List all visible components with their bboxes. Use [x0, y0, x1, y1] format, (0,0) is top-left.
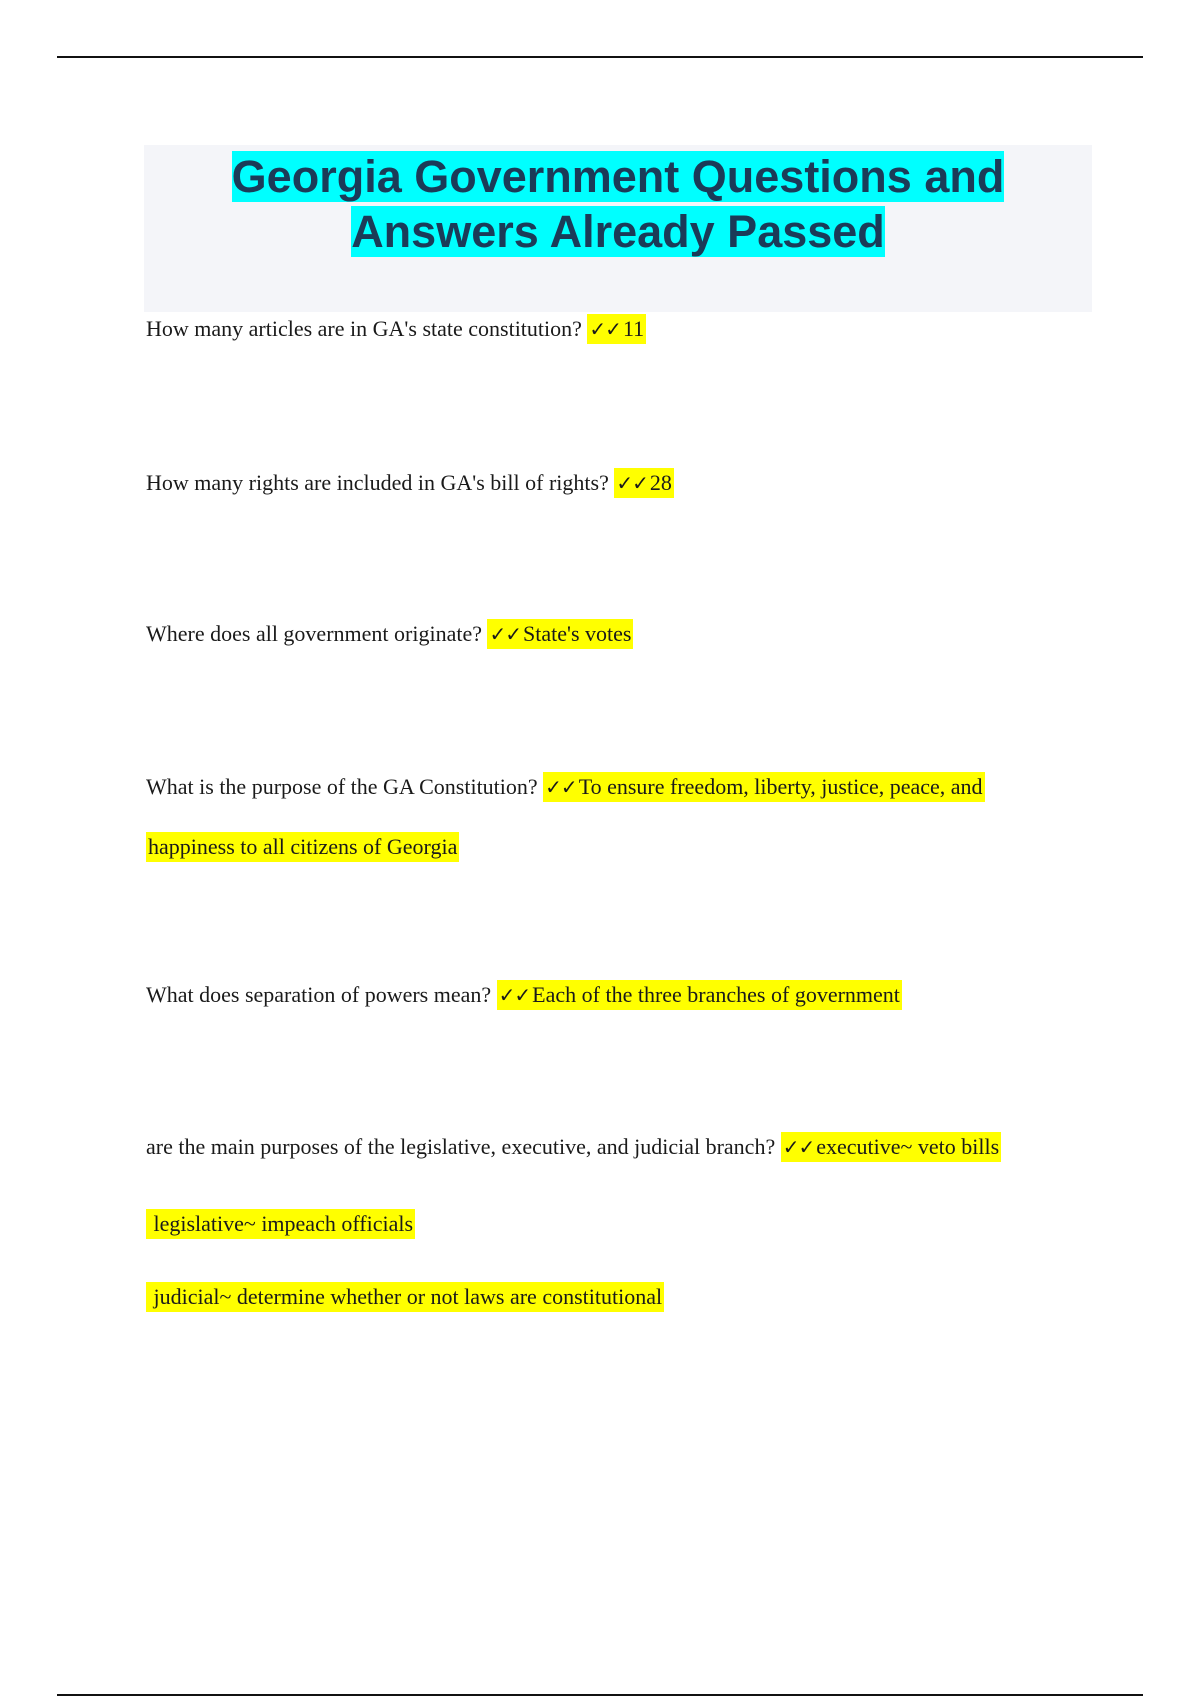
document-title — [144, 145, 1092, 259]
qa-item-articles — [146, 316, 646, 342]
check-icon: ✓✓ — [616, 471, 648, 495]
title-line-1: Georgia Government Questions and — [231, 151, 1005, 202]
check-icon: ✓✓ — [782, 1135, 815, 1159]
qa-item-branches-line3 — [146, 1284, 664, 1310]
answer-highlight — [781, 1132, 1001, 1162]
answer-text-line2: legislative~ impeach officials — [146, 1209, 415, 1239]
answer-highlight — [543, 772, 984, 802]
answer-highlight — [614, 468, 674, 498]
question-text: What is the purpose of the GA Constitution? — [146, 774, 538, 799]
check-icon: ✓✓ — [489, 622, 521, 646]
qa-item-rights — [146, 470, 674, 496]
qa-item-purpose-continued — [146, 834, 459, 860]
qa-item-separation — [146, 982, 902, 1008]
answer-highlight — [497, 980, 902, 1010]
answer-text: To ensure freedom, liberty, justice, peace, and — [578, 774, 983, 799]
title-panel — [144, 145, 1092, 312]
answer-highlight — [487, 619, 633, 649]
qa-item-origin — [146, 621, 633, 647]
check-icon: ✓✓ — [589, 317, 621, 341]
question-text: are the main purposes of the legislative, executive, and judicial branch? — [146, 1134, 776, 1159]
question-text: Where does all government originate? — [146, 621, 482, 646]
qa-item-branches-line2 — [146, 1211, 415, 1237]
answer-text: executive~ veto bills — [816, 1134, 1000, 1159]
title-line-2: Answers Already Passed — [351, 206, 885, 257]
footer-rule — [57, 1694, 1143, 1696]
check-icon: ✓✓ — [498, 983, 531, 1007]
answer-text: State's votes — [523, 621, 632, 646]
header-rule — [57, 56, 1143, 58]
question-text: What does separation of powers mean? — [146, 982, 492, 1007]
answer-text-continued: happiness to all citizens of Georgia — [146, 832, 459, 862]
answer-text: Each of the three branches of government — [532, 982, 900, 1007]
qa-item-branches — [146, 1134, 1001, 1160]
question-text: How many rights are included in GA's bill of rights? — [146, 470, 609, 495]
answer-text-line3: judicial~ determine whether or not laws are constitutional — [146, 1282, 664, 1312]
question-text: How many articles are in GA's state constitution? — [146, 316, 582, 341]
answer-text: 28 — [649, 470, 672, 495]
qa-item-purpose — [146, 774, 985, 800]
answer-highlight — [587, 314, 646, 344]
answer-text: 11 — [622, 316, 645, 341]
check-icon: ✓✓ — [545, 775, 577, 799]
